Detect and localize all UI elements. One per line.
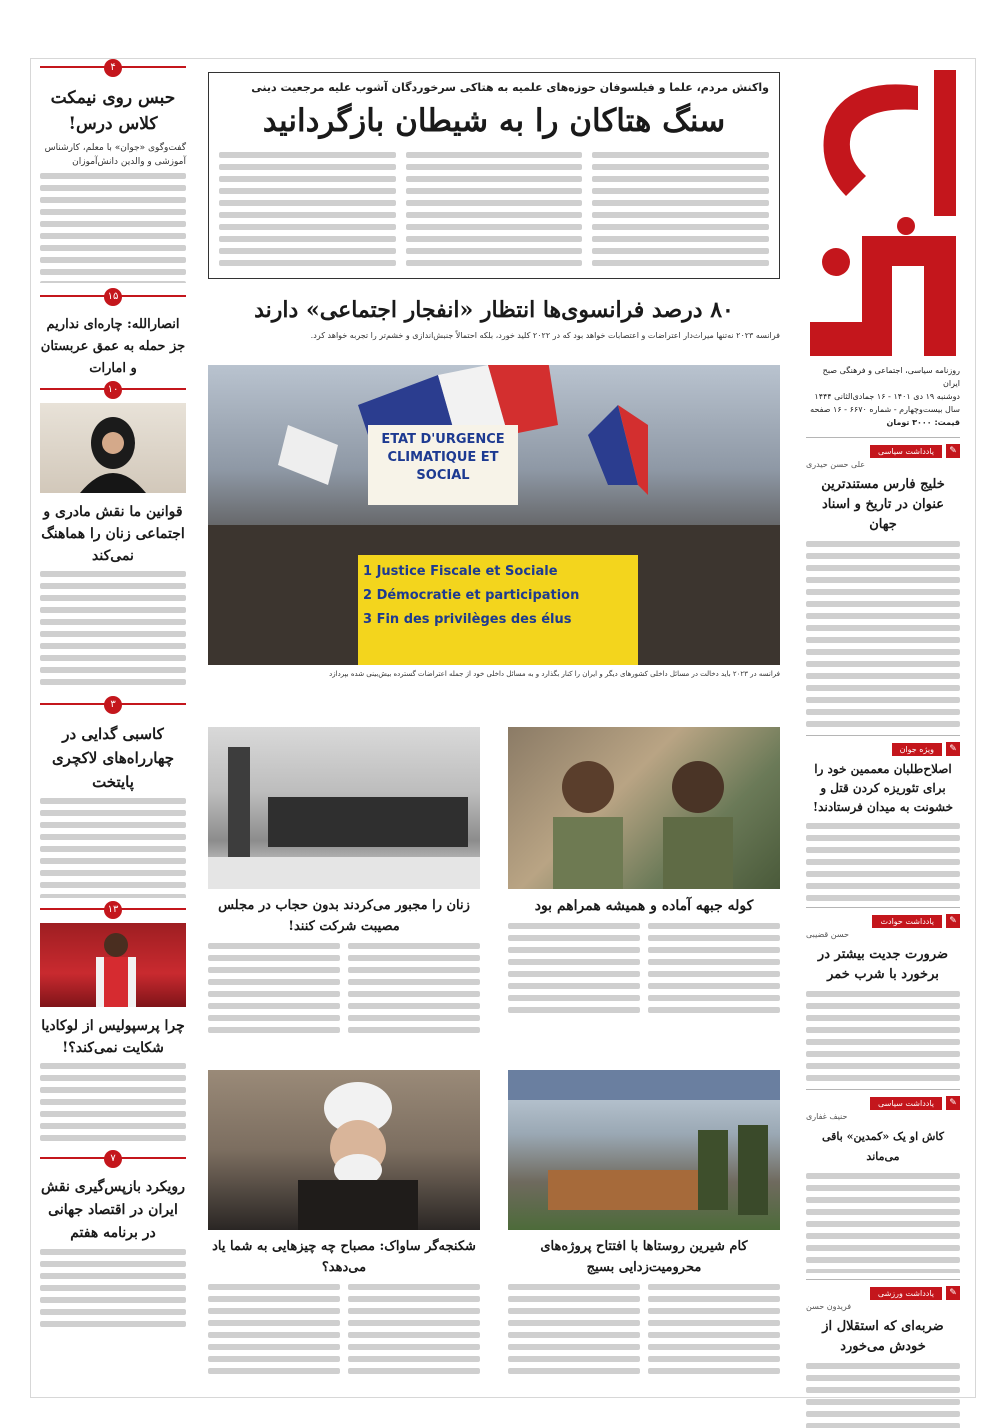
left-story5-page-badge: ۱۳ xyxy=(104,901,122,919)
right-item5-tag-row xyxy=(806,1286,960,1300)
left-story6-page-badge: ۷ xyxy=(104,1150,122,1168)
right-item4-title[interactable]: کاش او یک «کمدین» باقی می‌ماند xyxy=(821,1130,944,1163)
right-item2-tag: ویژه جوان xyxy=(892,743,942,756)
right-item4-body xyxy=(806,1173,960,1273)
masthead-info-line1: روزنامه سیاسی، اجتماعی و فرهنگی صبح ایران xyxy=(822,366,960,388)
woman-portrait xyxy=(40,403,186,493)
lead-box xyxy=(208,72,780,279)
right-item5-tag: یادداشت ورزشی xyxy=(870,1287,942,1300)
main-area xyxy=(208,72,780,1275)
right-item3-title[interactable]: ضرورت جدیت بیشتر در برخورد با شرب خمر xyxy=(817,947,949,982)
right-item3-tag: یادداشت حوادث xyxy=(872,915,942,928)
right-item4-tag: یادداشت سیاسی xyxy=(870,1097,942,1110)
masthead-logo xyxy=(806,66,960,358)
right-item4-tag-row xyxy=(806,1096,960,1110)
note-icon: ✎ xyxy=(946,1286,960,1300)
left-story4-page-badge: ۳ xyxy=(104,696,122,714)
right-item4-author: حنیف غفاری xyxy=(806,1112,848,1121)
left-column xyxy=(40,62,186,1329)
feature-savak xyxy=(208,1070,480,1384)
left-story5-photo xyxy=(40,923,186,1007)
basij-exhibit xyxy=(508,1070,780,1230)
protest-banner-yellow xyxy=(363,560,633,632)
logo-graphic xyxy=(806,66,960,358)
right-item1-tag: یادداشت سیاسی xyxy=(870,445,942,458)
masthead-info-line2: دوشنبه ۱۹ دی ۱۴۰۱ - ۱۶ جمادی‌الثانی ۱۴۴۴ xyxy=(814,392,960,401)
masthead-price: قیمت: ۳۰۰۰ تومان xyxy=(886,418,960,427)
masthead-info xyxy=(806,364,960,429)
left-story3-page-badge: ۱۰ xyxy=(104,381,122,399)
right-item3-tag-row xyxy=(806,914,960,928)
note-icon: ✎ xyxy=(946,1096,960,1110)
left-story6-body xyxy=(40,1249,186,1329)
right-item2-tag-row xyxy=(806,742,960,756)
right-item5-title[interactable]: ضربه‌ای که استقلال از خودش می‌خورد xyxy=(822,1319,944,1354)
left-story1-sub: گفت‌وگوی «جوان» با معلم، کارشناس آموزشی و والدین دانش‌آموزان xyxy=(44,143,186,167)
feature-jebhe xyxy=(508,727,780,1015)
right-item3-author: حسن قضیبی xyxy=(806,930,849,939)
left-story5-title[interactable]: چرا پرسپولیس از لوکادیا شکایت نمی‌کند؟! xyxy=(41,1018,185,1056)
hijab-body xyxy=(208,943,480,1035)
features-row2 xyxy=(208,1070,780,1400)
jebhe-portraits xyxy=(508,727,780,889)
hijab-historic-scene xyxy=(208,727,480,889)
right-item2-title[interactable]: اصلاح‌طلبان معممین خود را برای تئوریزه کردن قتل و خشونت به میدان فرستادند! xyxy=(812,762,954,814)
football-player xyxy=(40,923,186,1007)
protest-banner-line2: 2 Démocratie et participation xyxy=(363,588,580,603)
savak-title[interactable]: شکنجه‌گر ساواک: مصباح چه چیزهایی به شما یاد می‌دهد؟ xyxy=(212,1239,476,1275)
right-item1-title[interactable]: خلیج فارس مستندترین عنوان در تاریخ و اسناد جهان xyxy=(821,477,945,532)
protest-banner-line3: 3 Fin des privilèges des élus xyxy=(363,612,572,627)
features-row1 xyxy=(208,727,780,1057)
masthead-column xyxy=(806,66,960,1428)
note-icon: ✎ xyxy=(946,742,960,756)
left-story4-body xyxy=(40,798,186,898)
jebhe-title[interactable]: کوله جبهه آماده و همیشه همراهم بود xyxy=(534,898,754,914)
feature-hijab xyxy=(208,727,480,1035)
savak-photo xyxy=(208,1070,480,1230)
left-story3-body xyxy=(40,571,186,691)
basij-body xyxy=(508,1284,780,1384)
right-item1-author: علی حسن حیدری xyxy=(806,460,866,469)
lead-headline[interactable]: سنگ هتاکان را به شیطان بازگردانید xyxy=(262,103,726,139)
right-item5-body xyxy=(806,1363,960,1428)
protest-banner-line1: 1 Justice Fiscale et Sociale xyxy=(363,564,558,579)
hijab-title[interactable]: زنان را مجبور می‌کردند بدون حجاب در مجلس مصیبت شرکت کنند! xyxy=(218,898,470,934)
france-summary: فرانسه ۲۰۲۳ نه‌تنها میراث‌دار اعتراضات و اعتصابات خواهد بود که در ۲۰۲۲ کلید خورد، بلکه احتمالاً جنبش‌اندازی و خشم‌تر را تجربه خواهد کرد. xyxy=(310,331,780,340)
left-story1-title[interactable]: حبس روی نیمکت کلاس درس! xyxy=(50,88,176,134)
left-story1-page-badge: ۴ xyxy=(104,59,122,77)
left-story5-body xyxy=(40,1063,186,1147)
hijab-photo xyxy=(208,727,480,889)
right-item2-body xyxy=(806,823,960,901)
left-story4-title[interactable]: کاسبی گدایی در چهارراه‌های لاکچری پایتخت xyxy=(51,725,175,791)
savak-body xyxy=(208,1284,480,1384)
left-story3-photo xyxy=(40,403,186,493)
note-icon: ✎ xyxy=(946,914,960,928)
basij-title[interactable]: کام شیرین روستاها با افتتاح پروژه‌های محرومیت‌زدایی بسیج xyxy=(540,1239,748,1275)
right-item1-tag-row xyxy=(806,444,960,458)
protest-caption: فرانسه در ۲۰۲۳ باید دخالت در مسائل داخلی کشورهای دیگر و ایران را کنار بگذارد و به مسائل داخلی خود از جمله اعتراضات گسترده بیش‌بینی شده بپردازد xyxy=(329,670,780,678)
note-icon: ✎ xyxy=(946,444,960,458)
jebhe-photo xyxy=(508,727,780,889)
right-item3-body xyxy=(806,991,960,1083)
basij-photo xyxy=(508,1070,780,1230)
masthead-info-line3: سال بیست‌وچهارم - شماره ۶۶۷۰ - ۱۶ صفحه xyxy=(810,405,960,414)
right-item1-body xyxy=(806,541,960,729)
left-story1-body xyxy=(40,173,186,283)
france-headline[interactable]: ۸۰ درصد فرانسوی‌ها انتظار «انفجار اجتماعی» دارند xyxy=(254,297,734,323)
feature-basij xyxy=(508,1070,780,1384)
left-story6-title[interactable]: رویکرد بازپس‌گیری نقش ایران در اقتصاد جهانی در برنامه هفتم xyxy=(41,1179,185,1241)
right-item5-author: فریدون حسن xyxy=(806,1302,852,1311)
left-story2-page-badge: ۱۵ xyxy=(104,288,122,306)
protest-banner-climate: ETAT D'URGENCE CLIMATIQUE ET SOCIAL xyxy=(381,432,505,483)
protest-photo xyxy=(208,365,780,665)
lead-kicker: واکنش مردم، علما و فیلسوفان حوزه‌های علمیه به هتاکی سرخوردگان آشوب علیه مرجعیت دینی xyxy=(251,81,769,94)
left-story3-title[interactable]: قوانین ما نقش مادری و اجتماعی زنان را هماهنگ نمی‌کند xyxy=(41,504,185,564)
cleric-portrait xyxy=(208,1070,480,1230)
jebhe-body xyxy=(508,923,780,1015)
lead-body xyxy=(219,152,769,272)
left-story2-title[interactable]: انصارالله: چاره‌ای نداریم جز حمله به عمق عربستان و امارات xyxy=(40,317,186,376)
